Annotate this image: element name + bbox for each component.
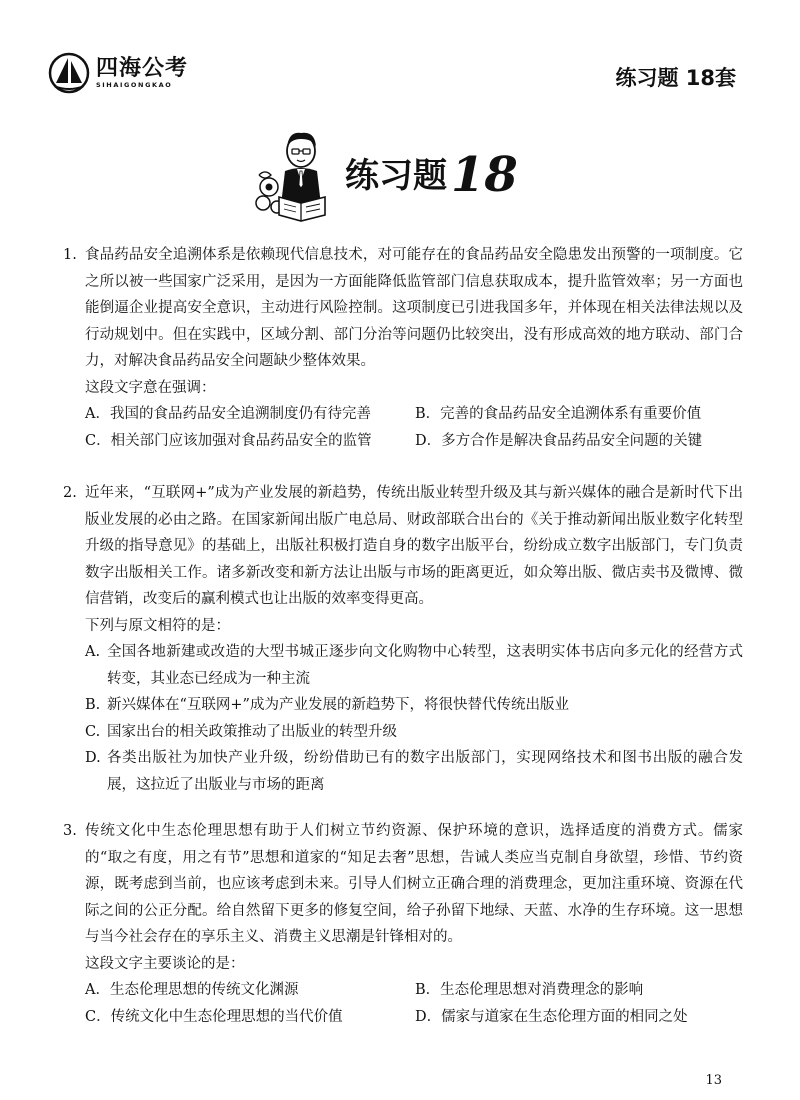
option-b[interactable]: B．生态伦理思想对消费理念的影响 (415, 982, 644, 998)
option-label: D. (85, 750, 101, 766)
page-number: 13 (705, 1073, 722, 1088)
question-prompt: 下列与原文相符的是： (85, 617, 230, 634)
question-3 (63, 818, 743, 1030)
logo-chinese-text: 四海公考 (96, 55, 189, 81)
option-d[interactable]: D．儒家与道家在生态伦理方面的相同之处 (415, 1008, 688, 1025)
option-text: 国家出台的相关政策推动了出版业的转型升级 (107, 723, 397, 740)
question-2 (63, 480, 743, 798)
cartoon-teacher-icon (255, 125, 337, 225)
question-prompt: 这段文字意在强调： (85, 379, 216, 396)
option-b[interactable] (85, 692, 743, 719)
question-number: 3. (63, 823, 77, 839)
options-grid (85, 401, 743, 454)
question-prompt: 这段文字主要谈论的是： (85, 955, 245, 972)
sailboat-logo-icon (48, 52, 90, 94)
option-text: 新兴媒体在“互联网+”成为产业发展的新趋势下，将很快替代传统出版业 (107, 697, 569, 713)
question-stem: 近年来，“互联网+”成为产业发展的新趋势，传统出版业转型升级及其与新兴媒体的融合是新时代下出版业发展的必由之路。在国家新闻出版广电总局、财政部联合出台的《关于推动新闻出版业数字化转型升级的指导意见》的基础上，出版社积极打造自身的数字出版平台，纷纷成立数字出版部门，专门负责数字出版相关工作。诸多新改变和新方法让出版与市场的距离更近，如众筹出版、微店卖书及微博、微信营销，改变后的赢利模式也让出版的效率变得更高。 (85, 485, 743, 607)
option-text: 各类出版社为加快产业升级，纷纷借助已有的数字出版部门，实现网络技术和图书出版的融合发展，这拉近了出版业与市场的距离 (107, 750, 743, 793)
option-label: C. (85, 723, 101, 740)
option-a[interactable]: A．我国的食品药品安全追溯制度仍有待完善 (85, 406, 371, 422)
title-block (255, 125, 555, 225)
question-stem: 食品药品安全追溯体系是依赖现代信息技术，对可能存在的食品药品安全隐患发出预警的一项制度。它之所以被一些国家广泛采用，是因为一方面能降低监管部门信息获取成本，提升监管效率；另一方面也能倒逼企业提高安全意识，主动进行风险控制。这项制度已引进我国多年，并体现在相关法律法规以及行动规划中。但在实践中，区域分割、部门分治等问题仍比较突出，没有形成高效的地方联动、部门合力，对解决食品药品安全问题缺少整体效果。 (85, 247, 743, 369)
page-title (345, 147, 518, 203)
options-grid (85, 977, 743, 1030)
set-label: 练习题 18套 (615, 66, 736, 90)
option-c[interactable] (85, 719, 743, 746)
option-c[interactable]: C．相关部门应该加强对食品药品安全的监管 (85, 432, 372, 449)
question-number: 2. (63, 485, 77, 501)
option-d[interactable] (85, 745, 743, 798)
option-text: 全国各地新建或改造的大型书城正逐步向文化购物中心转型，这表明实体书店向多元化的经营方式转变，其业态已经成为一种主流 (107, 644, 743, 687)
option-a[interactable] (85, 639, 743, 692)
logo-english-text: SIHAIGONGKAO (96, 80, 173, 89)
page-title-number: 18 (451, 147, 518, 203)
option-c[interactable]: C．传统文化中生态伦理思想的当代价值 (85, 1008, 343, 1025)
question-number: 1. (63, 247, 77, 263)
question-1 (63, 242, 743, 454)
option-a[interactable]: A．生态伦理思想的传统文化渊源 (85, 982, 299, 998)
page-title-text: 练习题 (345, 156, 447, 196)
option-label: A. (85, 644, 101, 660)
option-d[interactable]: D．多方合作是解决食品药品安全问题的关键 (415, 432, 703, 449)
brand-logo (48, 52, 188, 94)
option-label: B. (85, 697, 101, 713)
question-stem: 传统文化中生态伦理思想有助于人们树立节约资源、保护环境的意识，选择适度的消费方式。儒家的“取之有度，用之有节”思想和道家的“知足去奢”思想，告诫人类应当克制自身欲望，珍惜、节约资源，既考虑到当前，也应该考虑到未来。引导人们树立正确合理的消费理念，更加注重环境、资源在代际之间的公正分配。给自然留下更多的修复空间，给子孙留下地绿、天蓝、水净的生存环境。这一思想与当今社会存在的享乐主义、消费主义思潮是针锋相对的。 (85, 823, 743, 945)
option-b[interactable]: B．完善的食品药品安全追溯体系有重要价值 (415, 406, 702, 422)
